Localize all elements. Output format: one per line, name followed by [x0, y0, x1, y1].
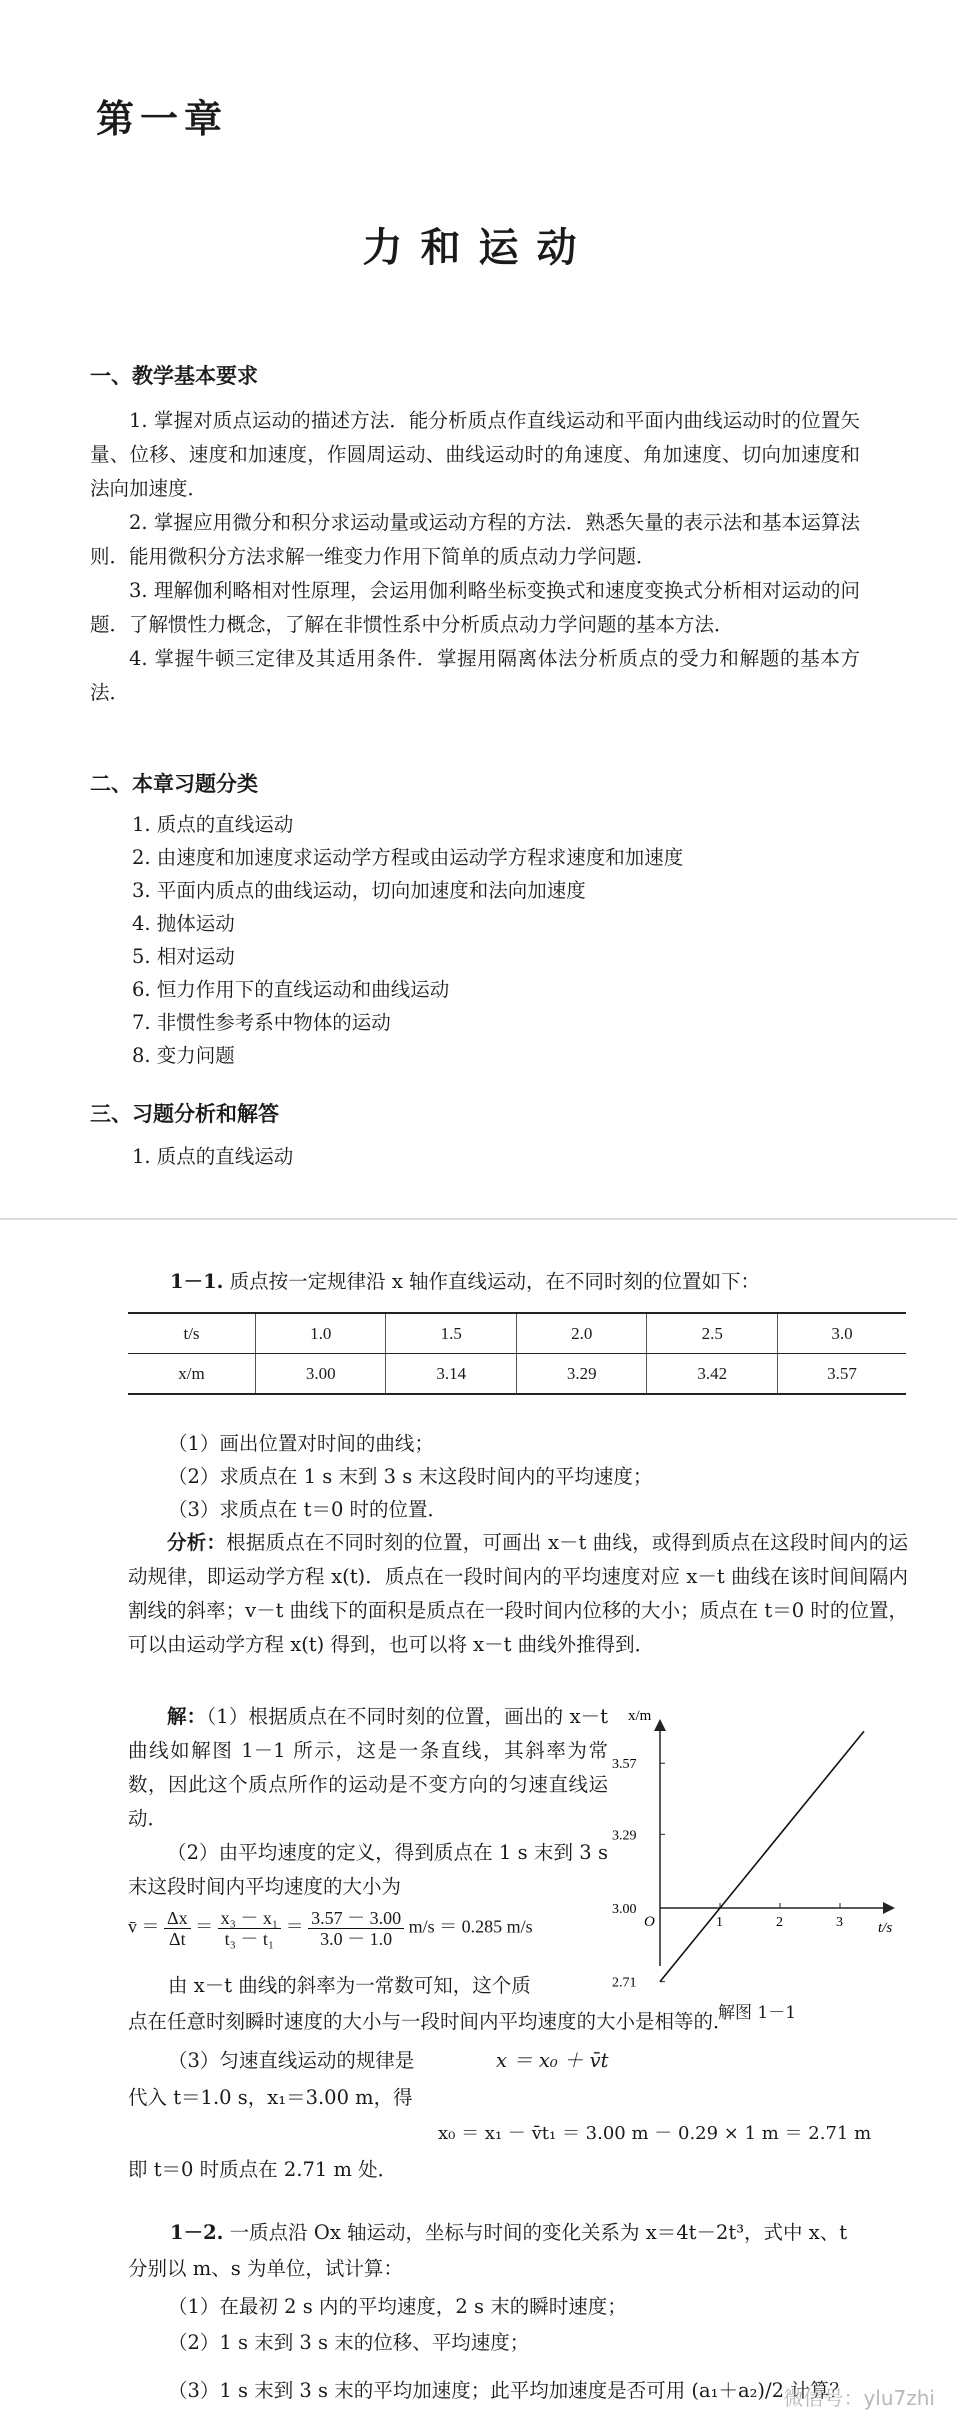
problem1-questions — [148, 1427, 928, 1526]
eq-lhs: v̄ ＝ — [128, 1916, 160, 1937]
category-item: 1. 质点的直线运动 — [132, 813, 294, 836]
problem2-question-2: （2）1 s 末到 3 s 末的位移、平均速度； — [168, 2331, 530, 2354]
chapter-label: 第一章 — [96, 96, 229, 141]
problem2-question-1: （1）在最初 2 s 内的平均速度，2 s 末的瞬时速度； — [168, 2295, 627, 2318]
table-cell: 3.0 — [777, 1313, 906, 1354]
problem2-stem-text: 一质点沿 Ox 轴运动，坐标与时间的变化关系为 x＝4t－2t³，式中 x、t — [229, 2221, 848, 2244]
table-cell: 3.57 — [777, 1354, 906, 1395]
table-cell: 1.5 — [386, 1313, 516, 1354]
category-item: 8. 变力问题 — [132, 1044, 235, 1067]
eq-result: m/s ＝ 0.285 m/s — [408, 1916, 533, 1937]
problem2-stem-line2: 分别以 m、s 为单位，试计算： — [128, 2257, 403, 2280]
series-line — [660, 1731, 864, 1981]
problem1-number: 1－1. — [170, 1270, 224, 1293]
section3-heading: 三、习题分析和解答 — [90, 1102, 279, 1126]
chart-caption: 解图 1－1 — [718, 2003, 797, 2023]
y-tick-label: 3.29 — [612, 1828, 637, 1844]
table-cell: t/s — [128, 1313, 256, 1354]
table-cell: 3.14 — [386, 1354, 516, 1395]
table-cell: 3.29 — [516, 1354, 646, 1395]
table-row — [128, 1354, 906, 1395]
section1-heading: 一、教学基本要求 — [90, 364, 258, 388]
requirement-1: 1. 掌握对质点运动的描述方法．能分析质点作直线运动和平面内曲线运动时的位置矢量、位移、速度和加速度，作圆周运动、曲线运动时的角速度、角加速度、切向加速度和法向加速度． — [90, 409, 860, 500]
requirement-4: 4. 掌握牛顿三定律及其适用条件．掌握用隔离体法分析质点的受力和解题的基本方法． — [90, 647, 860, 704]
y-tick-label: 2.71 — [612, 1975, 637, 1990]
category-item: 6. 恒力作用下的直线运动和曲线运动 — [132, 978, 450, 1001]
position-table — [128, 1312, 906, 1395]
problem1-stem — [170, 1265, 930, 1298]
category-item: 3. 平面内质点的曲线运动，切向加速度和法向加速度 — [132, 879, 586, 902]
category-item: 5. 相对运动 — [132, 945, 235, 968]
table-cell: 3.00 — [256, 1354, 386, 1395]
solution-part2b-line2: 点在任意时刻瞬时速度的大小与一段时间内平均速度的大小是相等的． — [128, 2010, 733, 2033]
section3-subheading — [90, 1140, 293, 1173]
problem2-number: 1－2. — [170, 2221, 224, 2244]
analysis-text: 根据质点在不同时刻的位置，可画出 x－t 曲线，或得到质点在这段时间内的运动规律，即运动学方程 x(t)．质点在一段时间内的平均速度对应 x－t 曲线在该时间间隔内割线的斜率；v－t 曲线下的面积是质点在一段时间内位移的大小；质点在 t＝0 时的位置，可以由运动学方程 x(t) 得到，也可以将 x－t 曲线外推得到． — [128, 1531, 908, 1656]
category-item: 4. 抛体运动 — [132, 912, 235, 935]
solution-part3a: （3）匀速直线运动的规律是 — [168, 2049, 415, 2072]
uniform-motion-equation: x ＝ x₀ ＋ v̄t — [496, 2049, 609, 2072]
y-tick-label: 3.00 — [612, 1902, 637, 1917]
solution-part2b-line1: 由 x－t 曲线的斜率为一常数可知，这个质 — [168, 1974, 531, 1997]
requirement-3: 3. 理解伽利略相对性原理，会运用伽利略坐标变换式和速度变换式分析相对运动的问题．了解惯性力概念，了解在非惯性系中分析质点动力学问题的基本方法． — [90, 579, 860, 636]
x-axis-label: t/s — [878, 1920, 893, 1936]
x-t-chart — [610, 1700, 910, 1990]
solution1-text: （1）根据质点在不同时刻的位置，画出的 x－t 曲线如解图 1－1 所示，这是一条直线，其斜率为常数，因此这个质点所作的运动是不变方向的匀速直线运动． — [128, 1705, 608, 1830]
solution-part2: （2）由平均速度的定义，得到质点在 1 s 末到 3 s 末这段时间内平均速度的大小为 — [128, 1841, 608, 1898]
table-cell: 2.5 — [647, 1313, 777, 1354]
solution-part3c: 即 t＝0 时质点在 2.71 m 处． — [128, 2158, 398, 2181]
solution-label: 解： — [167, 1705, 207, 1728]
problem2-stem-line1 — [170, 2216, 930, 2249]
table-row — [128, 1313, 906, 1354]
table-cell: 1.0 — [256, 1313, 386, 1354]
page-divider — [0, 1218, 957, 1220]
table-cell: 3.42 — [647, 1354, 777, 1395]
y-axis-label: x/m — [628, 1708, 652, 1724]
eq-fraction-1: $\frac{\Delta x}{\Delta t}$ — [164, 1908, 191, 1949]
x-tick-label: 2 — [776, 1915, 783, 1930]
requirement-2: 2. 掌握应用微分和积分求运动量或运动方程的方法．熟悉矢量的表示法和基本运算法则．能用微积分方法求解一维变力作用下简单的质点动力学问题． — [90, 511, 860, 568]
chapter-title: 力和运动 — [362, 224, 595, 271]
question-item: （2）求质点在 1 s 末到 3 s 末这段时间内的平均速度； — [168, 1465, 653, 1488]
problem2-question-3: （3）1 s 末到 3 s 末的平均加速度；此平均加速度是否可用 (a₁＋a₂)/2 计算？ — [168, 2379, 849, 2402]
table-cell: 2.0 — [516, 1313, 646, 1354]
category-item: 7. 非惯性参考系中物体的运动 — [132, 1011, 391, 1034]
average-velocity-equation: v̄ ＝ $\frac{\Delta x}{\Delta t}$ ＝ $\frac{\text{x₃ － x₁}}{\text{t₃ － t₁}}$ ＝ $\frac{3.57 - 3.00}{3.0 - 1.0}$ m/s ＝ 0.285 m/s — [128, 1908, 533, 1949]
watermark: 微信号：ylu7zhi — [783, 2386, 935, 2410]
eq-fraction-3: $\frac{3.57 - 3.00}{3.0 - 1.0}$ — [308, 1908, 404, 1949]
subsection-title: 1. 质点的直线运动 — [132, 1145, 294, 1168]
section1-body — [90, 404, 860, 710]
category-item: 2. 由速度和加速度求运动学方程或由运动学方程求速度和加速度 — [132, 846, 684, 869]
origin-label: O — [644, 1914, 655, 1930]
y-tick-label: 3.57 — [612, 1757, 637, 1773]
question-item: （1）画出位置对时间的曲线； — [168, 1432, 434, 1455]
solution-part3b: 代入 t＝1.0 s，x₁＝3.00 m，得 — [128, 2086, 413, 2109]
table-cell: x/m — [128, 1354, 256, 1395]
eq-fraction-2: $\frac{\text{x₃ － x₁}}{\text{t₃ － t₁}}$ — [218, 1908, 282, 1949]
solution-part1 — [128, 1700, 608, 1836]
analysis-label: 分析： — [167, 1531, 227, 1554]
problem1-stem-text: 质点按一定规律沿 x 轴作直线运动，在不同时刻的位置如下： — [229, 1270, 761, 1293]
section2-list — [90, 808, 860, 1072]
problem1-analysis — [128, 1526, 908, 1662]
x-tick-label: 3 — [836, 1915, 843, 1930]
question-item: （3）求质点在 t＝0 时的位置． — [168, 1498, 448, 1521]
x-tick-label: 1 — [716, 1915, 723, 1930]
section2-heading: 二、本章习题分类 — [90, 772, 258, 796]
initial-position-equation: x₀ ＝ x₁ － v̄t₁ ＝ 3.00 m － 0.29 × 1 m ＝ 2.71 m — [438, 2123, 872, 2144]
